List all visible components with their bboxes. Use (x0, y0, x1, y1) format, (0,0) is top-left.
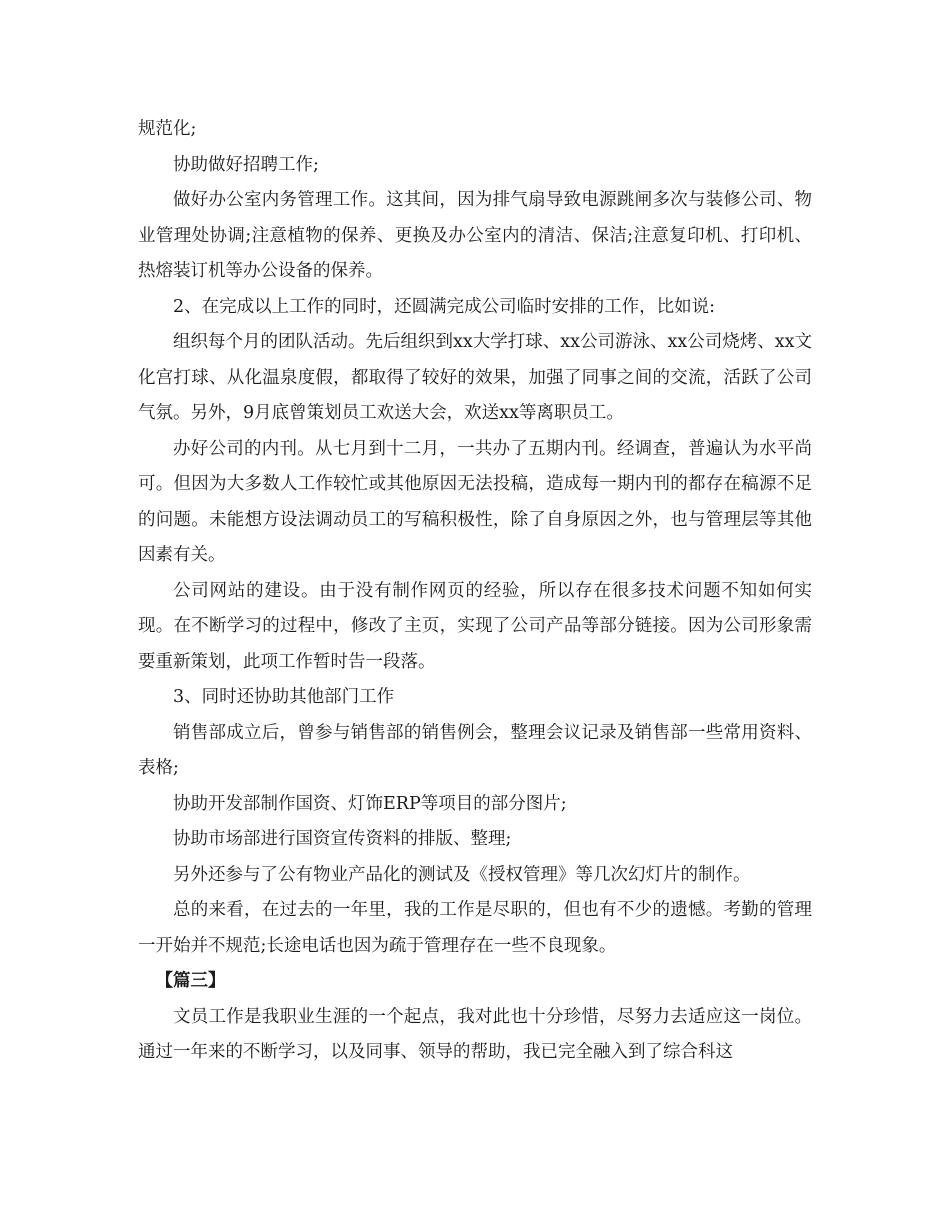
paragraph-9: 销售部成立后，曾参与销售部的销售例会，整理会议记录及销售部一些常用资料、表格; (138, 722, 812, 778)
paragraph-10: 协助开发部制作国资、灯饰ERP等项目的部分图片; (173, 793, 567, 814)
paragraph-8: 3、同时还协助其他部门工作 (173, 687, 395, 707)
paragraph-1: 规范化; (138, 119, 197, 139)
paragraph-13: 总的来看，在过去的一年里，我的工作是尽职的，但也有不少的遗憾。考勤的管理一开始并不规范;长途电话也因为疏于管理存在一些不良现象。 (138, 900, 812, 956)
paragraph-6: 办好公司的内刊。从七月到十二月，一共办了五期内刊。经调查，普遍认为水平尚可。但因为大多数人工作较忙或其他原因无法投稿，造成每一期内刊的都存在稿源不足的问题。未能想方设法调动员工的写稿积极性，除了自身原因之外，也与管理层等其他因素有关。 (138, 438, 812, 565)
paragraph-15: 文员工作是我职业生涯的一个起点，我对此也十分珍惜，尽努力去适应这一岗位。通过一年来的不断学习，以及同事、领导的帮助，我已完全融入到了综合科这 (138, 1006, 812, 1062)
document-body (138, 112, 812, 1071)
paragraph-5: 组织每个月的团队活动。先后组织到xx大学打球、xx公司游泳、xx公司烧烤、xx文化宫打球、从化温泉度假，都取得了较好的效果，加强了同事之间的交流，活跃了公司气氛。另外，9月底曾策划员工欢送大会，欢送xx等离职员工。 (138, 332, 812, 423)
paragraph-12: 另外还参与了公有物业产品化的测试及《授权管理》等几次幻灯片的制作。 (173, 864, 751, 885)
paragraph-4: 2、在完成以上工作的同时，还圆满完成公司临时安排的工作，比如说: (173, 296, 716, 317)
paragraph-3: 做好办公室内务管理工作。这其间，因为排气扇导致电源跳闸多次与装修公司、物业管理处协调;注意植物的保养、更换及办公室内的清洁、保洁;注意复印机、打印机、热熔装订机等办公设备的保养。 (138, 190, 812, 281)
section-heading: 【篇三】 (155, 971, 226, 991)
paragraph-7: 公司网站的建设。由于没有制作网页的经验，所以存在很多技术问题不知如何实现。在不断学习的过程中，修改了主页，实现了公司产品等部分链接。因为公司形象需要重新策划，此项工作暂时告一段落。 (138, 580, 812, 672)
paragraph-2: 协助做好招聘工作; (173, 154, 319, 175)
paragraph-11: 协助市场部进行国资宣传资料的排版、整理; (173, 829, 512, 849)
